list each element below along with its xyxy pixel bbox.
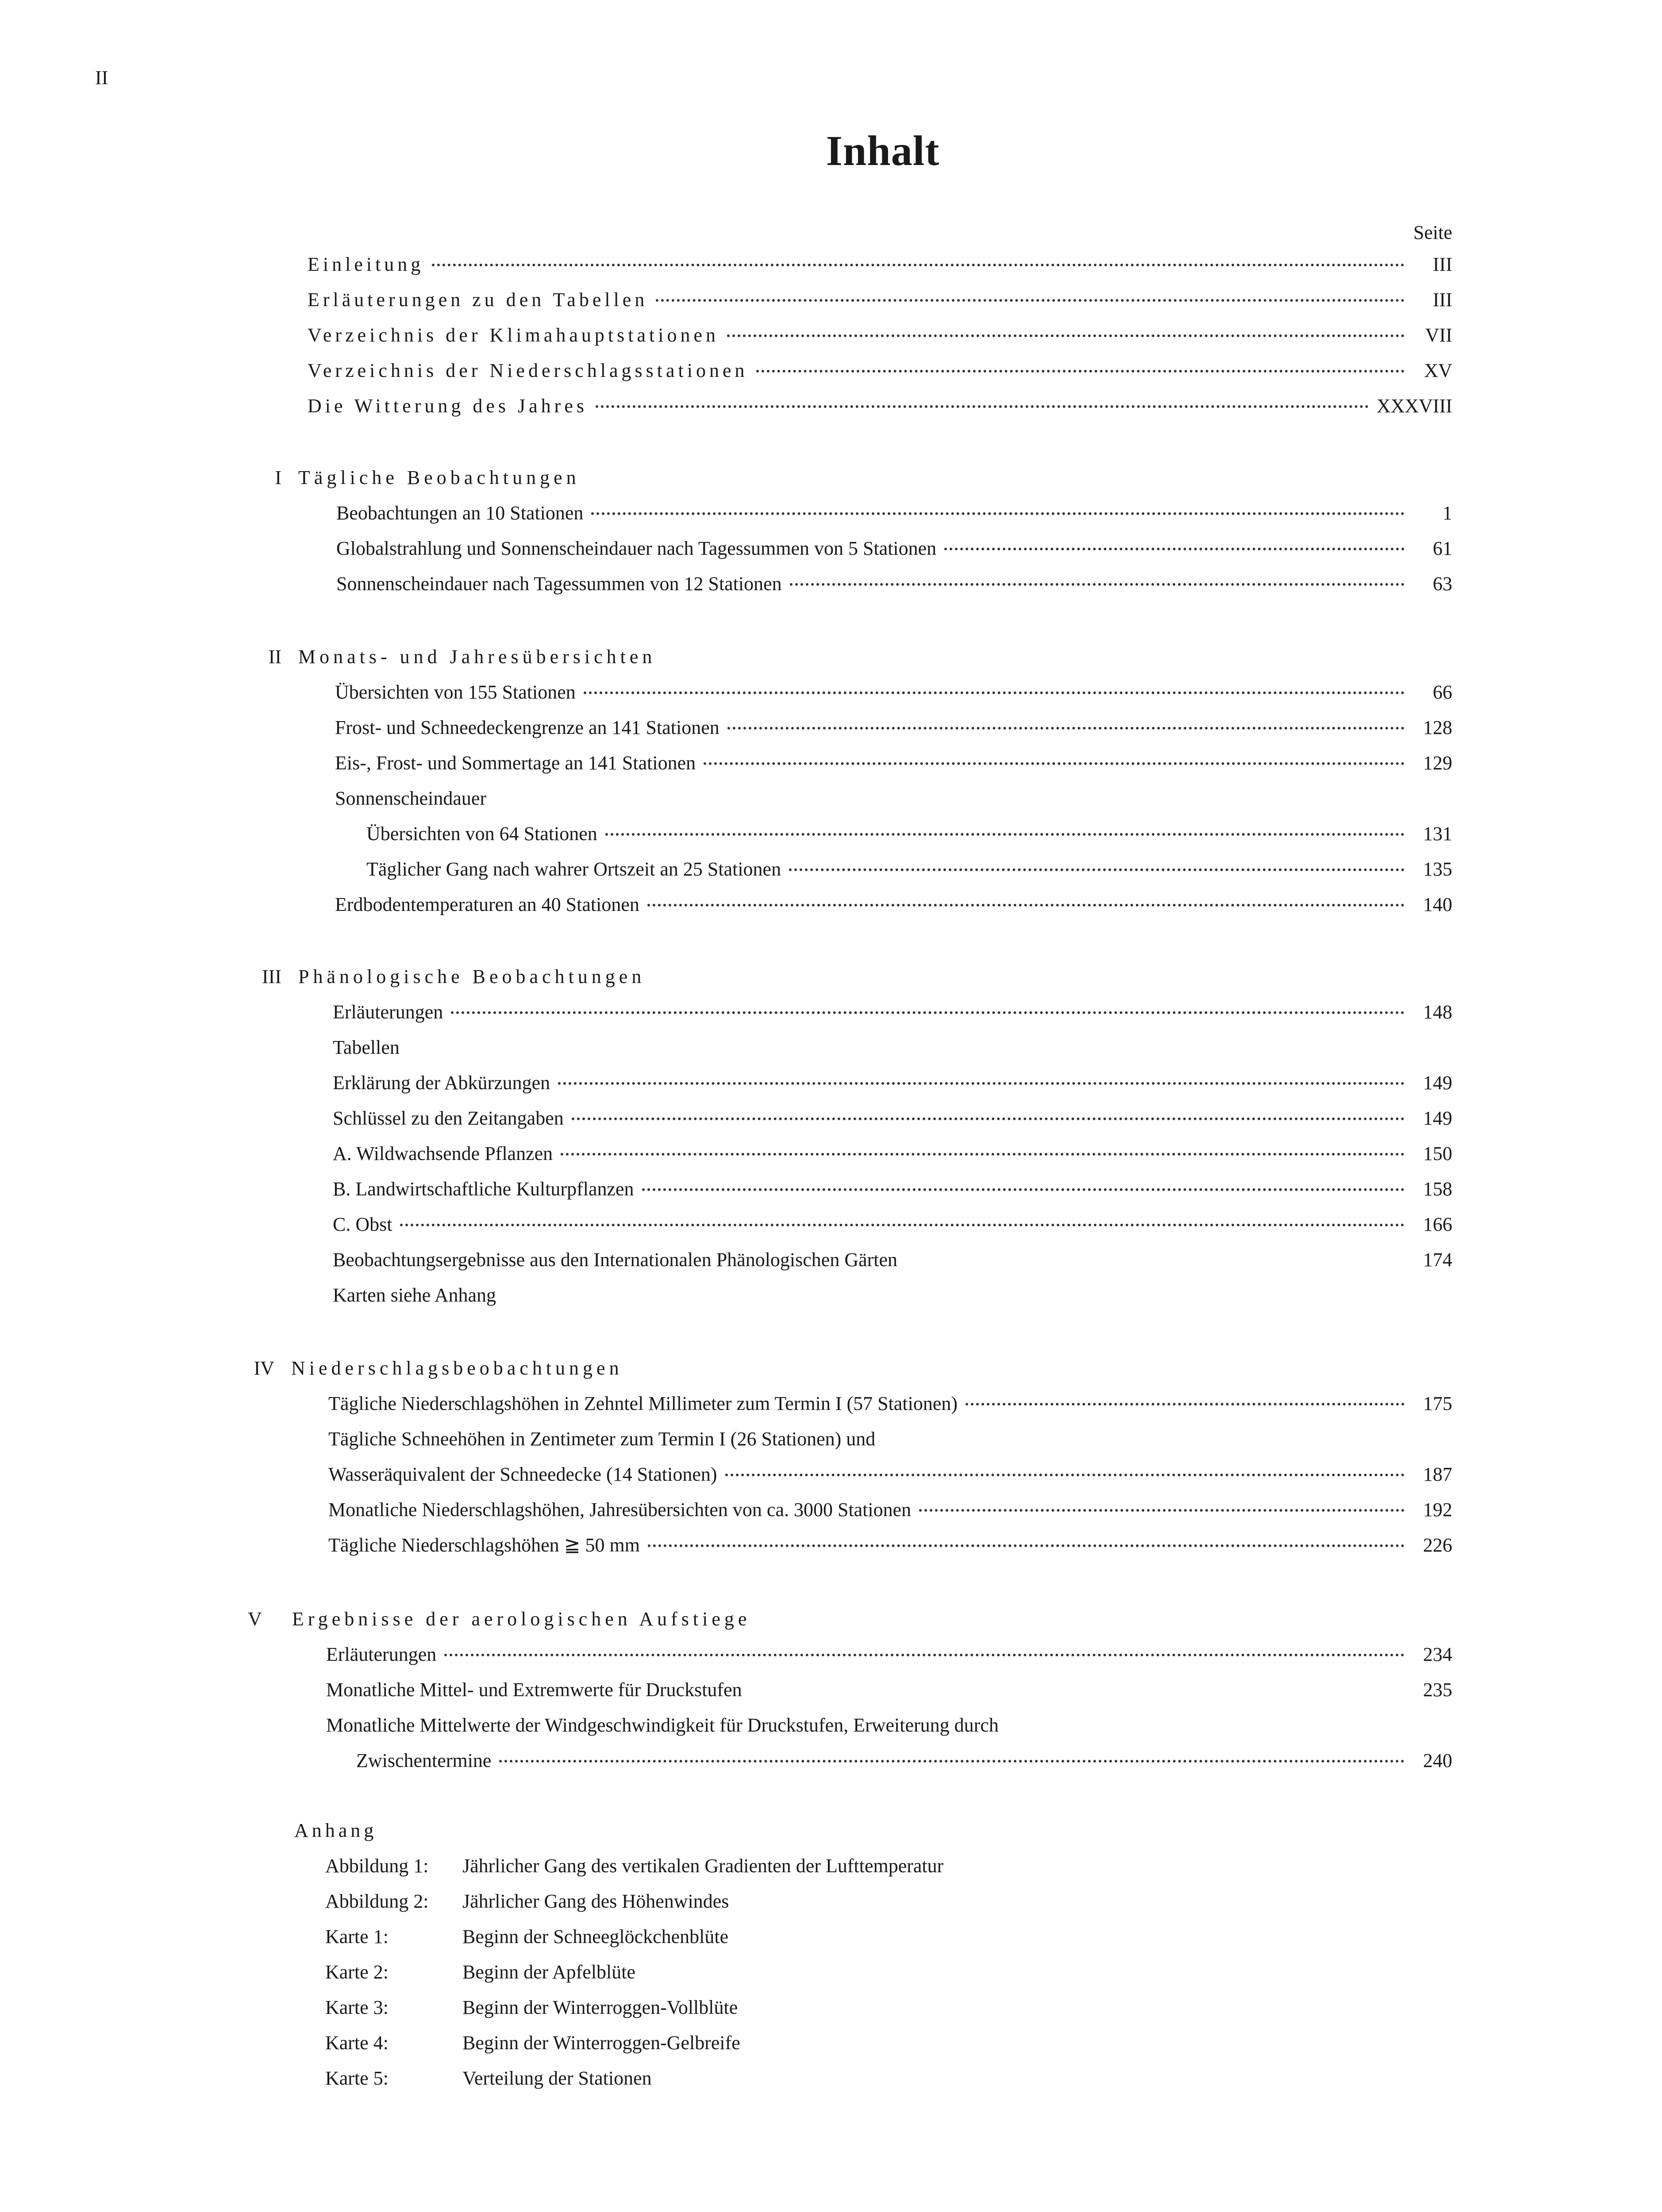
section-number: I — [275, 467, 281, 488]
anhang-item[interactable] — [325, 1994, 738, 2021]
toc-entry-label: B. Landwirtschaftliche Kulturpflanzen — [333, 1178, 634, 1200]
toc-entry-page: 150 — [1423, 1143, 1452, 1164]
toc-entry-page: 140 — [1423, 894, 1452, 915]
toc-entry-page: 175 — [1423, 1393, 1452, 1414]
toc-entry-klimahauptstationen[interactable] — [308, 322, 1452, 349]
toc-subheading: Tabellen — [333, 1037, 400, 1058]
section-title: Monats- und Jahresübersichten — [298, 646, 656, 668]
toc-entry-label: Die Witterung des Jahres — [308, 395, 588, 417]
toc-entry-niederschlagsstationen[interactable] — [308, 357, 1452, 384]
toc-entry-page: 128 — [1423, 717, 1452, 738]
leader-dots — [596, 405, 1369, 408]
toc-entry[interactable] — [333, 1105, 1452, 1132]
toc-entry-page: VII — [1425, 324, 1452, 346]
toc-entry-page: XXXVIII — [1376, 395, 1452, 417]
toc-entry-page: 149 — [1423, 1107, 1452, 1129]
section-number: IV — [254, 1357, 274, 1379]
section-title: Niederschlagsbeobachtungen — [291, 1357, 623, 1379]
toc-entry[interactable] — [326, 1641, 1452, 1668]
toc-entry-label: Zwischentermine — [356, 1750, 492, 1771]
toc-entry-label: Eis-, Frost- und Sommertage an 141 Stationen — [335, 752, 696, 774]
toc-entry-label: Verzeichnis der Niederschlagsstationen — [308, 360, 748, 381]
toc-entry-label: Tägliche Niederschlagshöhen in Zehntel Millimeter zum Termin I (57 Stationen) — [328, 1393, 958, 1414]
toc-entry-label: Übersichten von 155 Stationen — [335, 681, 576, 703]
toc-subheading: Sonnenscheindauer — [335, 787, 487, 809]
leader-dots — [727, 334, 1404, 337]
toc-entry-label: Sonnenscheindauer nach Tagessummen von 12 Stationen — [336, 573, 782, 595]
anhang-key: Karte 1: — [325, 1926, 389, 1947]
toc-entry[interactable] — [356, 1747, 1452, 1774]
leader-dots — [451, 1011, 1404, 1014]
section-title: Tägliche Beobachtungen — [298, 467, 580, 488]
toc-entry-label: Frost- und Schneedeckengrenze an 141 Stationen — [335, 717, 719, 738]
toc-entry-label: Erläuterungen — [326, 1644, 437, 1665]
anhang-item[interactable] — [325, 1959, 635, 1985]
toc-entry-label: Täglicher Gang nach wahrer Ortszeit an 25 Stationen — [366, 858, 781, 880]
toc-entry-label: Verzeichnis der Klimahauptstationen — [308, 324, 719, 346]
leader-dots — [499, 1760, 1404, 1763]
anhang-key: Karte 3: — [325, 1997, 389, 2018]
leader-dots — [727, 727, 1404, 730]
toc-entry-page: 131 — [1423, 823, 1452, 845]
toc-entry-page: XV — [1424, 360, 1452, 381]
leader-spacer — [750, 1689, 1404, 1692]
section-heading-ii[interactable] — [248, 644, 656, 670]
toc-entry-continued: Tägliche Schneehöhen in Zentimeter zum Termin I (26 Stationen) und — [328, 1428, 876, 1450]
toc-entry[interactable] — [335, 679, 1452, 706]
section-heading-i[interactable] — [248, 465, 580, 491]
anhang-key: Karte 2: — [325, 1961, 389, 1983]
toc-entry-label: C. Obst — [333, 1214, 392, 1235]
toc-entry-continued: Monatliche Mittelwerte der Windgeschwindigkeit für Druckstufen, Erweiterung durch — [326, 1714, 999, 1736]
toc-entry-label: Globalstrahlung und Sonnenscheindauer nach Tagessummen von 5 Stationen — [336, 538, 937, 559]
leader-dots — [561, 1153, 1404, 1156]
toc-entry[interactable] — [366, 856, 1452, 883]
toc-entry-label: Schlüssel zu den Zeitangaben — [333, 1107, 564, 1129]
toc-note: Karten siehe Anhang — [333, 1284, 496, 1306]
toc-entry-page: III — [1433, 253, 1452, 275]
toc-entry-page: 61 — [1433, 538, 1452, 559]
toc-entry[interactable] — [333, 1247, 1452, 1273]
toc-entry[interactable] — [336, 535, 1452, 562]
leader-dots — [648, 1544, 1404, 1547]
section-number: II — [268, 646, 281, 668]
anhang-item[interactable] — [325, 1853, 943, 1879]
toc-entry[interactable] — [335, 750, 1452, 776]
toc-entry-label: Wasseräquivalent der Schneedecke (14 Stationen) — [328, 1463, 717, 1485]
toc-entry-witterung[interactable] — [308, 393, 1452, 419]
toc-entry[interactable] — [328, 1390, 1452, 1417]
toc-entry[interactable] — [333, 1141, 1452, 1167]
toc-entry-label: Erklärung der Abkürzungen — [333, 1072, 550, 1094]
toc-entry-page: 129 — [1423, 752, 1452, 774]
toc-entry[interactable] — [333, 1176, 1452, 1202]
toc-entry-einleitung[interactable] — [308, 251, 1452, 278]
toc-entry[interactable] — [336, 500, 1452, 526]
leader-dots — [444, 1654, 1404, 1656]
anhang-item[interactable] — [325, 2065, 652, 2092]
toc-entry-page: 187 — [1423, 1463, 1452, 1485]
leader-dots — [790, 583, 1404, 586]
leader-dots — [647, 904, 1404, 906]
toc-entry-label: Erläuterungen zu den Tabellen — [308, 289, 648, 311]
anhang-heading: Anhang — [294, 1820, 377, 1841]
section-number: V — [248, 1608, 262, 1630]
seite-label: Seite — [1413, 222, 1452, 243]
page-number: II — [95, 67, 108, 88]
toc-entry-label: Übersichten von 64 Stationen — [366, 823, 597, 845]
anhang-text: Beginn der Winterroggen-Vollblüte — [462, 1997, 738, 2018]
toc-entry-erlaeuterungen[interactable] — [308, 287, 1452, 313]
leader-dots — [944, 548, 1404, 550]
leader-dots — [400, 1224, 1404, 1226]
toc-entry-page: 234 — [1423, 1644, 1452, 1665]
anhang-item[interactable] — [325, 1924, 728, 1950]
leader-dots — [605, 833, 1404, 836]
toc-entry[interactable] — [333, 1211, 1452, 1238]
anhang-text: Beginn der Apfelblüte — [462, 1961, 636, 1983]
toc-entry[interactable] — [333, 1070, 1452, 1096]
page-title: Inhalt — [826, 127, 940, 174]
toc-entry[interactable] — [335, 714, 1452, 741]
toc-entry[interactable] — [333, 999, 1452, 1025]
toc-entry-page: 174 — [1423, 1249, 1452, 1271]
section-number: III — [262, 966, 281, 987]
section-heading-iii[interactable] — [248, 964, 645, 990]
leader-spacer — [905, 1259, 1404, 1262]
toc-entry-label: Beobachtungsergebnisse aus den Internationalen Phänologischen Gärten — [333, 1249, 898, 1271]
toc-entry-label: Monatliche Niederschlagshöhen, Jahresübersichten von ca. 3000 Stationen — [328, 1499, 912, 1521]
toc-entry[interactable] — [328, 1532, 1452, 1559]
anhang-item[interactable] — [325, 1888, 729, 1915]
toc-entry-label: Einleitung — [308, 253, 424, 275]
toc-entry-page: 1 — [1443, 502, 1452, 524]
toc-entry-page: 166 — [1423, 1214, 1452, 1235]
toc-entry-page: 148 — [1423, 1001, 1452, 1023]
leader-dots — [756, 370, 1404, 373]
leader-dots — [584, 691, 1404, 694]
anhang-key: Karte 4: — [325, 2032, 389, 2054]
leader-dots — [656, 299, 1404, 302]
anhang-text: Jährlicher Gang des Höhenwindes — [462, 1890, 729, 1912]
toc-entry[interactable] — [336, 571, 1452, 597]
leader-dots — [558, 1082, 1404, 1085]
toc-entry-page: III — [1433, 289, 1452, 311]
section-heading-iv[interactable] — [248, 1355, 623, 1382]
anhang-key: Abbildung 1: — [325, 1855, 429, 1877]
toc-entry[interactable] — [326, 1677, 1452, 1703]
toc-entry-label: A. Wildwachsende Pflanzen — [333, 1143, 553, 1164]
toc-entry-page: 192 — [1423, 1499, 1452, 1521]
toc-entry-label: Beobachtungen an 10 Stationen — [336, 502, 584, 524]
leader-dots — [432, 264, 1404, 266]
section-heading-v[interactable] — [248, 1606, 750, 1632]
anhang-text: Beginn der Winterroggen-Gelbreife — [462, 2032, 740, 2054]
section-title: Phänologische Beobachtungen — [298, 966, 646, 987]
toc-entry[interactable] — [366, 821, 1452, 847]
toc-entry-page: 226 — [1423, 1534, 1452, 1556]
toc-entry-label: Erdbodentemperaturen an 40 Stationen — [335, 894, 639, 915]
toc-entry-label: Tägliche Niederschlagshöhen ≧ 50 mm — [328, 1534, 640, 1556]
anhang-text: Jährlicher Gang des vertikalen Gradienten der Lufttemperatur — [462, 1855, 944, 1877]
leader-dots — [966, 1403, 1404, 1406]
leader-dots — [919, 1509, 1404, 1512]
leader-dots — [704, 762, 1404, 765]
anhang-key: Karte 5: — [325, 2067, 389, 2089]
leader-dots — [725, 1474, 1404, 1476]
anhang-text: Verteilung der Stationen — [462, 2067, 652, 2089]
anhang-item[interactable] — [325, 2030, 740, 2056]
anhang-key: Abbildung 2: — [325, 1890, 429, 1912]
leader-dots — [591, 512, 1404, 515]
leader-dots — [572, 1118, 1404, 1120]
leader-dots — [642, 1188, 1404, 1191]
toc-entry-page: 63 — [1433, 573, 1452, 595]
toc-entry-page: 149 — [1423, 1072, 1452, 1094]
toc-entry-page: 240 — [1423, 1750, 1452, 1771]
leader-dots — [789, 868, 1404, 871]
toc-entry[interactable] — [328, 1497, 1452, 1523]
toc-entry[interactable] — [335, 891, 1452, 918]
toc-entry-page: 235 — [1423, 1679, 1452, 1701]
toc-entry-page: 66 — [1433, 681, 1452, 703]
section-title: Ergebnisse der aerologischen Aufstiege — [292, 1608, 751, 1630]
toc-entry-page: 158 — [1423, 1178, 1452, 1200]
toc-entry[interactable] — [328, 1461, 1452, 1488]
anhang-text: Beginn der Schneeglöckchenblüte — [462, 1926, 729, 1947]
toc-entry-label: Erläuterungen — [333, 1001, 443, 1023]
toc-entry-label: Monatliche Mittel- und Extremwerte für Druckstufen — [326, 1679, 742, 1701]
toc-entry-page: 135 — [1423, 858, 1452, 880]
